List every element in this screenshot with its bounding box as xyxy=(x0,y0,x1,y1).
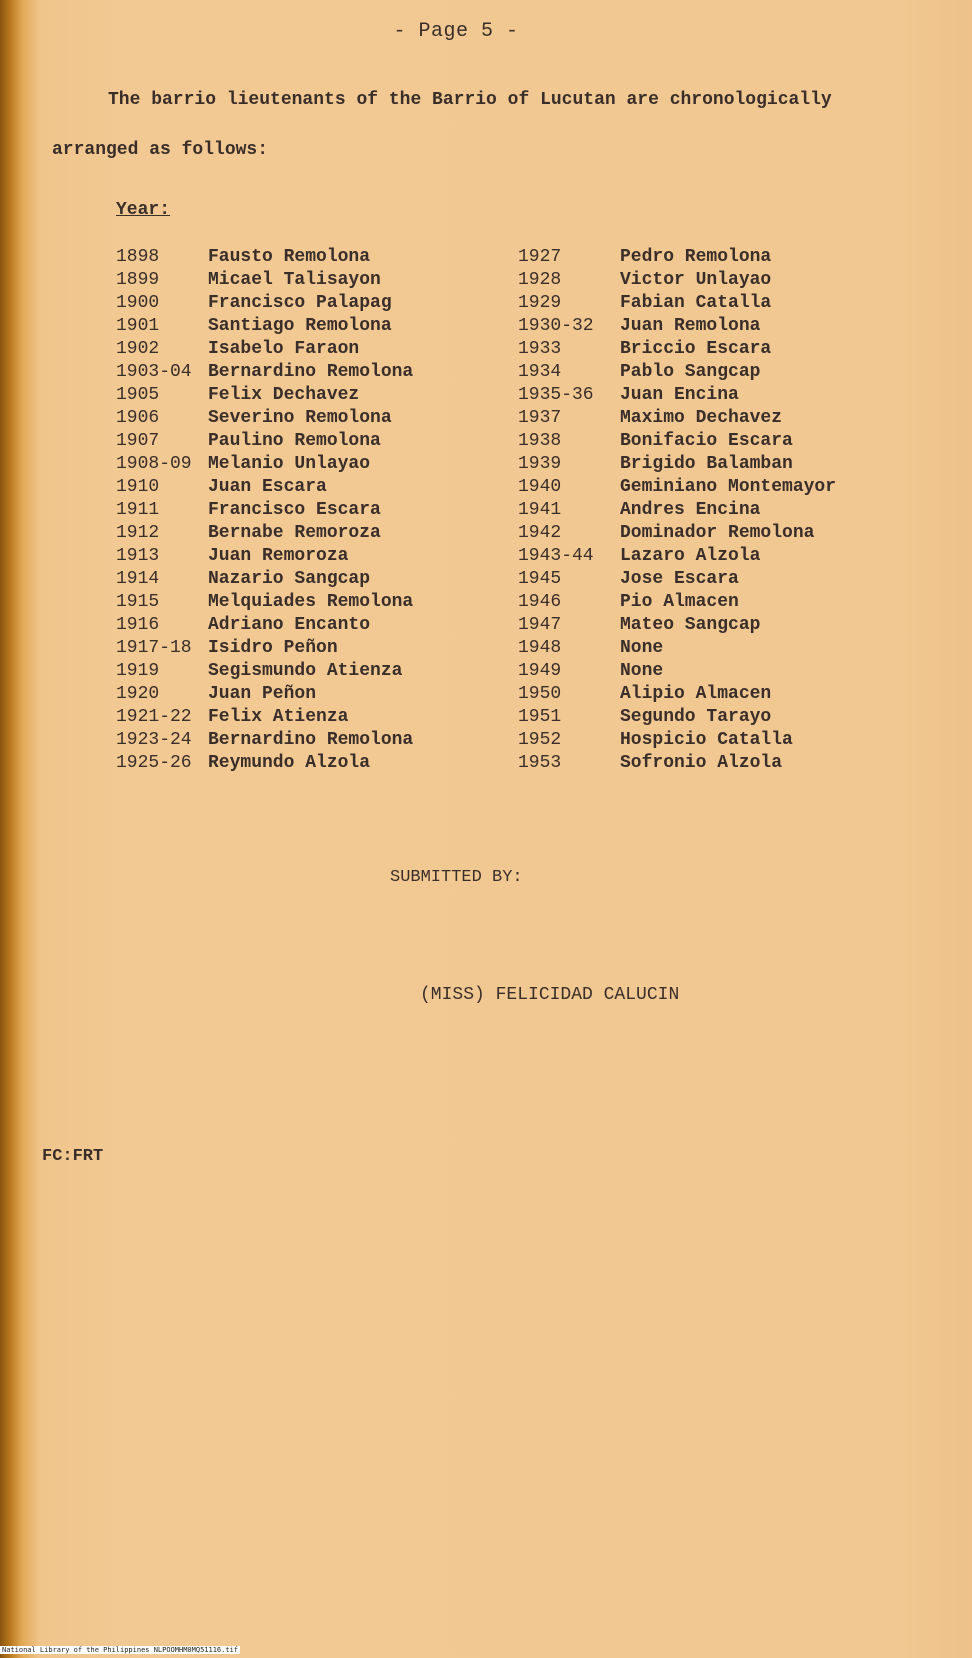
lieutenant-name: Brigido Balamban xyxy=(620,454,793,474)
year-value: 1910 xyxy=(116,477,160,497)
year-value: 1939 xyxy=(518,454,562,474)
lieutenant-name: Juan Encina xyxy=(620,385,739,405)
year-value: 1919 xyxy=(116,661,160,681)
year-value: 1923-24 xyxy=(116,730,192,750)
year-value: 1902 xyxy=(116,339,160,359)
lieutenant-name: Hospicio Catalla xyxy=(620,730,793,750)
lieutenant-name: Juan Escara xyxy=(208,477,327,497)
lieutenant-name: Geminiano Montemayor xyxy=(620,477,837,497)
archive-footer: National Library of the Philippines NLPOOMHM0MQ51116.tif xyxy=(2,1646,239,1654)
lieutenant-name: Sofronio Alzola xyxy=(620,753,783,773)
lieutenant-name: Briccio Escara xyxy=(620,339,772,359)
year-value: 1935-36 xyxy=(518,385,594,405)
lieutenant-name: Francisco Palapag xyxy=(208,293,392,313)
lieutenant-name: Micael Talisayon xyxy=(208,270,381,290)
lieutenant-name: Victor Unlayao xyxy=(620,270,772,290)
intro-line-1: The barrio lieutenants of the Barrio of Lucutan are chronologically xyxy=(108,90,832,110)
year-value: 1914 xyxy=(116,569,160,589)
lieutenant-name: Fabian Catalla xyxy=(620,293,772,313)
lieutenant-name: Nazario Sangcap xyxy=(208,569,371,589)
lieutenant-name: Juan Peñon xyxy=(208,684,317,704)
lieutenant-name: Alipio Almacen xyxy=(620,684,772,704)
year-value: 1937 xyxy=(518,408,562,428)
year-value: 1950 xyxy=(518,684,562,704)
year-value: 1947 xyxy=(518,615,562,635)
year-value: 1930-32 xyxy=(518,316,594,336)
lieutenant-name: Bernabe Remoroza xyxy=(208,523,381,543)
lieutenant-name: Francisco Escara xyxy=(208,500,381,520)
year-value: 1942 xyxy=(518,523,562,543)
lieutenant-name: Andres Encina xyxy=(620,500,761,520)
year-value: 1921-22 xyxy=(116,707,192,727)
year-value: 1901 xyxy=(116,316,160,336)
year-value: 1916 xyxy=(116,615,160,635)
year-value: 1953 xyxy=(518,753,562,773)
year-value: 1907 xyxy=(116,431,160,451)
lieutenant-name: Mateo Sangcap xyxy=(620,615,761,635)
year-value: 1898 xyxy=(116,247,160,267)
lieutenant-name: None xyxy=(620,661,664,681)
year-value: 1913 xyxy=(116,546,160,566)
year-value: 1943-44 xyxy=(518,546,594,566)
year-value: 1899 xyxy=(116,270,160,290)
lieutenant-name: Pablo Sangcap xyxy=(620,362,761,382)
year-value: 1928 xyxy=(518,270,562,290)
lieutenant-name: Juan Remoroza xyxy=(208,546,349,566)
lieutenant-name: Bernardino Remolona xyxy=(208,362,414,382)
lieutenant-name: Jose Escara xyxy=(620,569,739,589)
year-value: 1933 xyxy=(518,339,562,359)
year-value: 1938 xyxy=(518,431,562,451)
lieutenant-name: Melquiades Remolona xyxy=(208,592,414,612)
lieutenant-name: Bonifacio Escara xyxy=(620,431,793,451)
lieutenant-name: Paulino Remolona xyxy=(208,431,381,451)
lieutenant-name: Segundo Tarayo xyxy=(620,707,772,727)
year-value: 1929 xyxy=(518,293,562,313)
year-value: 1900 xyxy=(116,293,160,313)
lieutenant-name: Felix Dechavez xyxy=(208,385,360,405)
lieutenant-name: Melanio Unlayao xyxy=(208,454,371,474)
year-heading: Year: xyxy=(116,200,171,220)
lieutenant-name: Bernardino Remolona xyxy=(208,730,414,750)
lieutenant-name: Maximo Dechavez xyxy=(620,408,783,428)
page-number: - Page 5 - xyxy=(393,20,519,43)
lieutenant-name: Santiago Remolona xyxy=(208,316,392,336)
lieutenant-name: Isabelo Faraon xyxy=(208,339,360,359)
lieutenant-name: Juan Remolona xyxy=(620,316,761,336)
intro-line-2: arranged as follows: xyxy=(52,140,269,160)
year-value: 1920 xyxy=(116,684,160,704)
year-value: 1940 xyxy=(518,477,562,497)
year-value: 1915 xyxy=(116,592,160,612)
lieutenant-name: Fausto Remolona xyxy=(208,247,371,267)
year-value: 1949 xyxy=(518,661,562,681)
year-value: 1946 xyxy=(518,592,562,612)
lieutenant-name: Lazaro Alzola xyxy=(620,546,761,566)
lieutenant-name: Adriano Encanto xyxy=(208,615,371,635)
lieutenant-name: Pio Almacen xyxy=(620,592,739,612)
year-value: 1945 xyxy=(518,569,562,589)
year-value: 1912 xyxy=(116,523,160,543)
year-value: 1905 xyxy=(116,385,160,405)
year-value: 1952 xyxy=(518,730,562,750)
lieutenant-name: Felix Atienza xyxy=(208,707,349,727)
year-value: 1903-04 xyxy=(116,362,192,382)
lieutenant-name: Severino Remolona xyxy=(208,408,392,428)
year-value: 1925-26 xyxy=(116,753,192,773)
lieutenant-name: None xyxy=(620,638,664,658)
year-value: 1911 xyxy=(116,500,160,520)
year-value: 1927 xyxy=(518,247,562,267)
lieutenant-name: Reymundo Alzola xyxy=(208,753,371,773)
signer-name: (MISS) FELICIDAD CALUCIN xyxy=(420,985,680,1005)
year-value: 1906 xyxy=(116,408,160,428)
year-value: 1951 xyxy=(518,707,562,727)
year-value: 1908-09 xyxy=(116,454,192,474)
year-value: 1934 xyxy=(518,362,562,382)
lieutenant-name: Dominador Remolona xyxy=(620,523,815,543)
lieutenant-name: Isidro Peñon xyxy=(208,638,338,658)
year-value: 1917-18 xyxy=(116,638,192,658)
submitted-by-label: SUBMITTED BY: xyxy=(390,868,523,887)
year-value: 1948 xyxy=(518,638,562,658)
lieutenant-name: Pedro Remolona xyxy=(620,247,772,267)
lieutenant-name: Segismundo Atienza xyxy=(208,661,403,681)
year-value: 1941 xyxy=(518,500,562,520)
reference-initials: FC:FRT xyxy=(42,1147,104,1166)
